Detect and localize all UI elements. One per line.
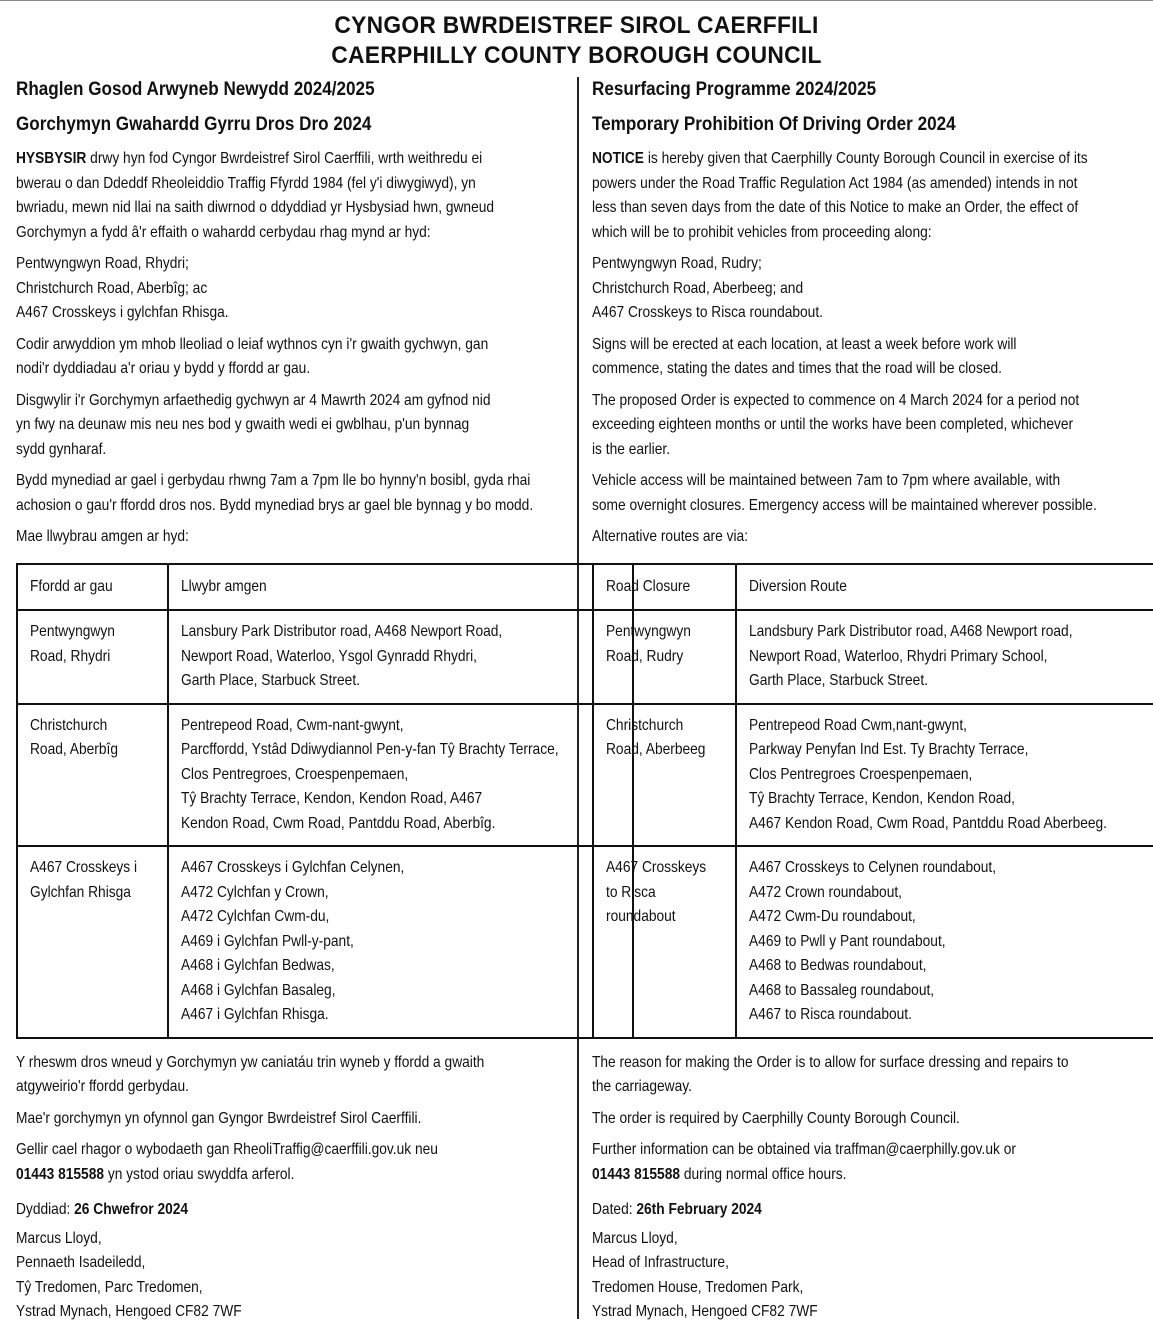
signature-block <box>16 1227 561 1325</box>
signature-line: Marcus Lloyd, <box>592 1229 678 1247</box>
route-line: Parkway Penyfan Ind Est. Ty Brachty Terrace, <box>748 741 1028 758</box>
route-line: Newport Road, Waterloo, Rhydri Primary School, <box>748 647 1048 665</box>
route-line: Tŷ Brachty Terrace, Kendon, Kendon Road, <box>748 790 1015 807</box>
signs-paragraph <box>16 333 561 382</box>
reason-paragraph-line: The reason for making the Order is to allow for surface dressing and repairs to <box>592 1053 1069 1071</box>
road-closure-cell <box>17 610 168 704</box>
notice-line <box>592 147 1088 172</box>
notice-text: bwerau o dan Ddeddf Rheoleiddio Traffig Ffyrdd 1984 (fel y'i diwygiwyd), yn <box>16 174 476 192</box>
reason-paragraph-line: the carriageway. <box>592 1078 692 1095</box>
signature-line: Marcus Lloyd, <box>16 1229 102 1247</box>
route-line: A472 Cylchfan y Crown, <box>180 883 329 901</box>
road-line: Pentwyngwyn <box>606 623 691 640</box>
english-column <box>592 75 1137 1325</box>
affected-roads-line: Pentwyngwyn Road, Rudry; <box>592 255 762 272</box>
access-paragraph <box>16 469 561 518</box>
header-text: Diversion Route <box>748 577 847 595</box>
dated-label: Dyddiad: <box>16 1201 75 1218</box>
signs-paragraph-line: Signs will be erected at each location, at least a week before work will <box>592 335 1017 353</box>
road-line: A467 Crosskeys i <box>30 859 138 876</box>
dated-line <box>16 1198 561 1223</box>
info-line <box>592 1163 1061 1188</box>
table-header-row <box>593 564 1153 611</box>
route-line: Newport Road, Waterloo, Ysgol Gynradd Rhydri, <box>180 647 477 665</box>
affected-roads <box>592 252 1137 326</box>
info-line: Gellir cael rhagor o wybodaeth gan RheoliTraffig@caerffili.gov.uk neu <box>16 1141 438 1158</box>
affected-roads-line: A467 Crosskeys i gylchfan Rhisga. <box>16 304 229 321</box>
commence-paragraph-line: The proposed Order is expected to commence on 4 March 2024 for a period not <box>592 391 1080 409</box>
alt-intro-text: Mae llwybrau amgen ar hyd: <box>16 528 189 545</box>
order-heading: Gorchymyn Gwahardd Gyrru Dros Dro 2024 <box>16 114 372 135</box>
signature-line: Pennaeth Isadeiledd, <box>16 1254 146 1271</box>
route-line: A472 Cylchfan Cwm-du, <box>180 908 329 925</box>
road-closure-cell <box>17 704 168 847</box>
dated-value: 26th February 2024 <box>636 1201 762 1218</box>
route-line: A467 Kendon Road, Cwm Road, Pantddu Road Aberbeeg. <box>748 814 1107 832</box>
table-row <box>17 704 633 847</box>
route-line: A467 Crosskeys i Gylchfan Celynen, <box>180 859 404 876</box>
reason-paragraph <box>592 1051 1137 1100</box>
notice-lead: NOTICE <box>592 150 644 167</box>
route-line: A467 Crosskeys to Celynen roundabout, <box>748 859 996 876</box>
column-header-road-closure <box>17 564 168 611</box>
notice-line <box>592 221 1061 246</box>
reason-paragraph-line: Y rheswm dros wneud y Gorchymyn yw caniatáu trin wyneb y ffordd a gwaith <box>16 1053 485 1071</box>
alt-intro-text: Alternative routes are via: <box>592 528 749 545</box>
route-line: A469 to Pwll y Pant roundabout, <box>748 932 946 950</box>
notice-text: bwriadu, mewn nid llai na saith diwrnod o ddyddiad yr Hysbysiad hwn, gwneud <box>16 199 495 216</box>
route-line: Kendon Road, Cwm Road, Pantddu Road, Aberbîg. <box>180 814 495 832</box>
signature-line: Ystrad Mynach, Hengoed CF82 7WF <box>592 1303 818 1320</box>
diversion-table <box>16 563 634 1039</box>
further-info-paragraph <box>592 1138 1137 1187</box>
commence-paragraph-line: is the earlier. <box>592 440 671 458</box>
notice-line <box>592 196 1079 221</box>
road-closure-cell <box>17 846 168 1038</box>
further-info-paragraph <box>16 1138 561 1187</box>
road-line: to Risca <box>606 883 656 901</box>
diversion-route-cell <box>168 704 633 847</box>
programme-heading: Rhaglen Gosod Arwyneb Newydd 2024/2025 <box>16 79 375 100</box>
affected-roads-line: A467 Crosskeys to Risca roundabout. <box>592 304 823 321</box>
notice-line <box>16 147 485 172</box>
signature-line: Ystrad Mynach, Hengoed CF82 7WF <box>16 1303 242 1320</box>
road-line: Christchurch <box>606 716 684 734</box>
notice-text: powers under the Road Traffic Regulation Act 1984 (as amended) intends in not <box>592 174 1078 192</box>
required-text: Mae'r gorchymyn yn ofynnol gan Gyngor Bwrdeistref Sirol Caerffili. <box>16 1109 422 1127</box>
order-heading: Temporary Prohibition Of Driving Order 2024 <box>592 114 956 135</box>
notice-text: less than seven days from the date of this Notice to make an Order, the effect of <box>592 199 1079 216</box>
route-line: A468 to Bedwas roundabout, <box>748 957 926 974</box>
route-line: Parcffordd, Ystâd Ddiwydiannol Pen-y-fan Tŷ Brachty Terrace, <box>180 741 559 758</box>
phone-number: 01443 815588 <box>592 1165 681 1183</box>
route-line: A468 to Bassaleg roundabout, <box>748 981 934 999</box>
access-paragraph <box>592 469 1137 518</box>
column-header-diversion-route <box>168 564 633 611</box>
diversion-route-cell <box>168 846 633 1038</box>
route-line: A467 to Risca roundabout. <box>748 1006 912 1023</box>
route-line: A472 Crown roundabout, <box>748 883 902 901</box>
route-line: Landsbury Park Distributor road, A468 Newport road, <box>748 623 1073 640</box>
notice-text: which will be to prohibit vehicles from proceeding along: <box>592 223 932 241</box>
route-line: Tŷ Brachty Terrace, Kendon, Kendon Road, A467 <box>180 790 482 807</box>
dated-line <box>592 1198 1137 1223</box>
route-line: Pentrepeod Road, Cwm-nant-gwynt, <box>180 716 404 734</box>
affected-roads <box>16 252 561 326</box>
route-line: A472 Cwm-Du roundabout, <box>748 908 916 925</box>
route-line: Pentrepeod Road Cwm,nant-gwynt, <box>748 716 967 734</box>
required-by-paragraph <box>16 1107 561 1132</box>
signs-paragraph-line: nodi'r dyddiadau a'r oriau y bydd y ffordd ar gau. <box>16 360 311 377</box>
road-line: Road, Rudry <box>606 647 684 665</box>
diversion-route-cell <box>736 846 1153 1038</box>
commence-paragraph-line: Disgwylir i'r Gorchymyn arfaethedig gychwyn ar 4 Mawrth 2024 am gyfnod nid <box>16 391 491 409</box>
access-paragraph-line: Vehicle access will be maintained between 7am to 7pm where available, with <box>592 472 1061 489</box>
welsh-council-name: CYNGOR BWRDEISTREF SIROL CAERFFILI <box>334 12 819 39</box>
notice-text: is hereby given that Caerphilly County Borough Council in exercise of its <box>643 150 1088 167</box>
road-line: Road, Aberbîg <box>30 741 118 758</box>
route-line: A467 i Gylchfan Rhisga. <box>180 1006 329 1023</box>
signature-block <box>592 1227 1137 1325</box>
table-row <box>17 610 633 704</box>
required-text: The order is required by Caerphilly County Borough Council. <box>592 1109 960 1127</box>
reason-paragraph-line: atgyweirio'r ffordd gerbydau. <box>16 1078 189 1095</box>
english-council-name: CAERPHILLY COUNTY BOROUGH COUNCIL <box>331 42 822 69</box>
route-line: A468 i Gylchfan Basaleg, <box>180 981 336 999</box>
info-rest: during normal office hours. <box>680 1165 847 1183</box>
signs-paragraph <box>592 333 1137 382</box>
affected-roads-line: Pentwyngwyn Road, Rhydri; <box>16 255 189 272</box>
info-line: Further information can be obtained via traffman@caerphilly.gov.uk or <box>592 1141 1016 1158</box>
route-line: A468 i Gylchfan Bedwas, <box>180 957 335 974</box>
info-line <box>16 1163 485 1188</box>
road-line: Gylchfan Rhisga <box>30 883 131 901</box>
access-paragraph-line: achosion o gau'r ffordd dros nos. Bydd mynediad brys ar gael ble bynnag y bo modd. <box>16 496 534 514</box>
column-header-diversion-route <box>736 564 1153 611</box>
notice-text: drwy hyn fod Cyngor Bwrdeistref Sirol Caerffili, wrth weithredu ei <box>86 150 483 167</box>
signs-paragraph-line: commence, stating the dates and times that the road will be closed. <box>592 360 1002 377</box>
commence-paragraph-line: yn fwy na deunaw mis neu nes bod y gwaith wedi ei gwblhau, p'un bynnag <box>16 416 470 433</box>
notice-line <box>592 172 1078 197</box>
road-closure-cell <box>593 846 736 1038</box>
road-line: A467 Crosskeys <box>606 859 707 876</box>
signs-paragraph-line: Codir arwyddion ym mhob lleoliad o leiaf wythnos cyn i'r gwaith gychwyn, gan <box>16 335 489 353</box>
diversion-table <box>592 563 1153 1039</box>
road-line: roundabout <box>606 908 676 925</box>
signature-line: Head of Infrastructure, <box>592 1254 729 1271</box>
diversion-route-cell <box>736 610 1153 704</box>
table-row <box>17 846 633 1038</box>
header-text: Road Closure <box>606 577 691 595</box>
road-line: Road, Aberbeeg <box>606 741 706 758</box>
reason-paragraph <box>16 1051 561 1100</box>
commence-paragraph <box>16 389 561 463</box>
dated-text <box>16 1198 485 1223</box>
diversion-route-cell <box>736 704 1153 847</box>
phone-number: 01443 815588 <box>16 1165 105 1183</box>
road-line: Pentwyngwyn <box>30 623 115 640</box>
signature-line: Tŷ Tredomen, Parc Tredomen, <box>16 1278 203 1296</box>
dated-label: Dated: <box>592 1201 637 1218</box>
header-text: Ffordd ar gau <box>30 577 113 595</box>
notice-line <box>16 221 485 246</box>
table-row <box>593 846 1153 1038</box>
column-header-road-closure <box>593 564 736 611</box>
affected-roads-line: Christchurch Road, Aberbîg; ac <box>16 279 208 297</box>
access-paragraph-line: some overnight closures. Emergency access will be maintained wherever possible. <box>592 496 1097 514</box>
road-closure-cell <box>593 704 736 847</box>
signature-line: Tredomen House, Tredomen Park, <box>592 1278 804 1296</box>
council-header <box>0 1 1153 71</box>
required-by-paragraph <box>592 1107 1137 1132</box>
route-line: Garth Place, Starbuck Street. <box>180 672 360 689</box>
commence-paragraph <box>592 389 1137 463</box>
table-row <box>593 704 1153 847</box>
notice-paragraph <box>592 147 1137 245</box>
route-line: A469 i Gylchfan Pwll-y-pant, <box>180 932 354 950</box>
notice-line <box>16 196 495 221</box>
route-line: Clos Pentregroes Croespenpemaen, <box>748 765 972 783</box>
notice-text: Gorchymyn a fydd â'r effaith o wahardd cerbydau rhag mynd ar hyd: <box>16 223 431 241</box>
notice-lead: HYSBYSIR <box>16 150 87 167</box>
route-line: Clos Pentregroes, Croespenpemaen, <box>180 765 408 783</box>
commence-paragraph-line: sydd gynharaf. <box>16 440 107 458</box>
road-line: Christchurch <box>30 716 108 734</box>
road-line: Road, Rhydri <box>30 647 111 665</box>
route-line: Lansbury Park Distributor road, A468 Newport Road, <box>180 623 502 640</box>
dated-text <box>592 1198 1061 1223</box>
programme-heading: Resurfacing Programme 2024/2025 <box>592 79 877 100</box>
route-line: Garth Place, Starbuck Street. <box>748 672 928 689</box>
alternative-routes-intro <box>16 525 561 550</box>
diversion-route-cell <box>168 610 633 704</box>
notice-paragraph <box>16 147 561 245</box>
table-header-row <box>17 564 633 611</box>
alternative-routes-intro <box>592 525 1137 550</box>
welsh-column <box>16 75 561 1325</box>
table-row <box>593 610 1153 704</box>
header-text: Llwybr amgen <box>180 577 267 595</box>
notice-line <box>16 172 485 197</box>
dated-value: 26 Chwefror 2024 <box>74 1201 189 1218</box>
affected-roads-line: Christchurch Road, Aberbeeg; and <box>592 279 804 297</box>
info-rest: yn ystod oriau swyddfa arferol. <box>104 1165 295 1183</box>
access-paragraph-line: Bydd mynediad ar gael i gerbydau rhwng 7am a 7pm lle bo hynny'n bosibl, gyda rhai <box>16 472 531 489</box>
commence-paragraph-line: exceeding eighteen months or until the works have been completed, whichever <box>592 416 1074 433</box>
road-closure-cell <box>593 610 736 704</box>
